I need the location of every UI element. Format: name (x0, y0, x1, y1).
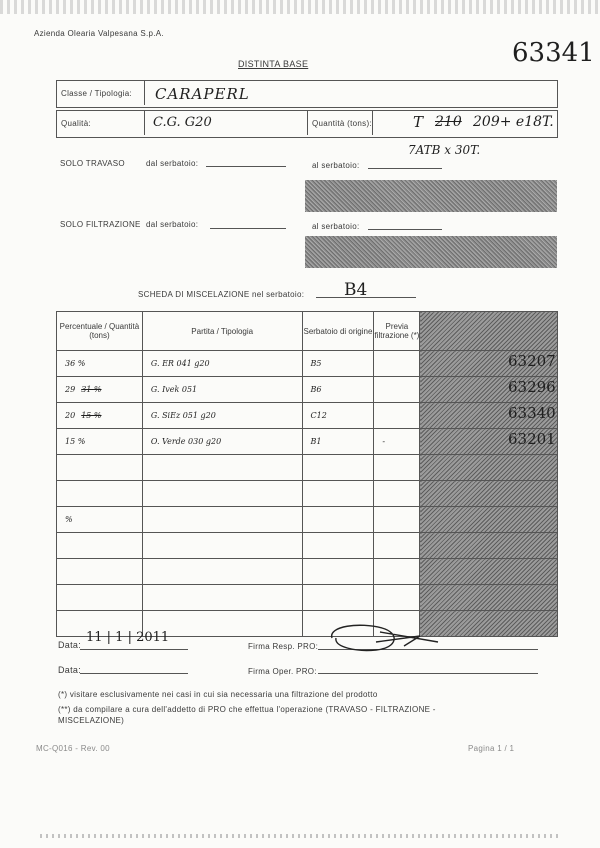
note-2: (**) da compilare a cura dell'addetto di PRO che effettua l'operazione (TRAVASO - FILTRAZIONE - MISCELAZIONE) (58, 705, 436, 725)
cell-shaded (420, 481, 558, 507)
header-qty: Percentuale / Quantità (tons) (57, 312, 143, 351)
cell-filtrazione (374, 559, 420, 585)
qty-value: 36 % (65, 359, 86, 368)
table-row (57, 455, 558, 481)
scan-noise-bottom (40, 834, 560, 838)
cell-partita: G. SiEz 051 g20 (142, 403, 302, 429)
header-partita: Partita / Tipologia (142, 312, 302, 351)
qualita-label: Qualità: (61, 119, 91, 128)
classe-label-cell (57, 81, 145, 105)
qty-value: 15 % (65, 437, 86, 446)
cell-qty (57, 377, 143, 403)
cell-serbatoio (302, 533, 374, 559)
data-label-1: Data: (58, 640, 82, 650)
cell-partita (142, 533, 302, 559)
cell-filtrazione (374, 351, 420, 377)
scan-noise-top (0, 0, 600, 14)
table-row (57, 377, 558, 403)
table-row (57, 351, 558, 377)
classe-label: Classe / Tipologia: (61, 89, 133, 98)
qualita-label-cell (57, 111, 145, 135)
cell-filtrazione (374, 481, 420, 507)
signature-mark (320, 620, 440, 656)
cell-filtrazione (374, 403, 420, 429)
cell-serbatoio (302, 585, 374, 611)
table-row (57, 585, 558, 611)
table-row (57, 429, 558, 455)
solo-filtrazione-label: SOLO FILTRAZIONE (60, 220, 141, 229)
cell-qty (57, 585, 143, 611)
quantita-prefix: T (413, 113, 424, 131)
table-row (57, 481, 558, 507)
classe-value: CARAPERL (155, 85, 250, 103)
quantita-label-cell (307, 111, 373, 135)
cell-serbatoio (302, 481, 374, 507)
cell-serbatoio: C12 (302, 403, 374, 429)
filtrazione-from-line[interactable] (210, 228, 286, 229)
side-code: 63296 (508, 378, 556, 396)
cell-qty (57, 481, 143, 507)
firma-oper-label: Firma Oper. PRO: (248, 667, 317, 676)
cell-partita (142, 481, 302, 507)
doc-title: DISTINTA BASE (238, 59, 309, 69)
cell-serbatoio: B5 (302, 351, 374, 377)
cell-partita (142, 455, 302, 481)
note-1: (*) visitare esclusivamente nei casi in cui sia necessaria una filtrazione del prodotto (58, 690, 378, 699)
filtrazione-from-label: dal serbatoio: (146, 220, 199, 229)
table-header-row (57, 312, 558, 351)
quantita-label: Quantità (tons): (312, 119, 372, 128)
header-filtrazione: Previa filtrazione (*) (374, 312, 420, 351)
header-shaded (420, 312, 558, 351)
table-row (57, 403, 558, 429)
data-value-1: 11 | 1 | 2011 (86, 630, 170, 645)
cell-serbatoio (302, 507, 374, 533)
cell-serbatoio (302, 559, 374, 585)
qualita-row (56, 110, 558, 138)
cell-filtrazione (374, 455, 420, 481)
page-number: Pagina 1 / 1 (468, 744, 515, 753)
form-code: MC-Q016 - Rev. 00 (36, 744, 110, 753)
quantita-struck: 210 (435, 114, 462, 130)
scheda-serbatoio: B4 (344, 280, 368, 300)
cell-shaded (420, 559, 558, 585)
filtrazione-to-line[interactable] (368, 229, 442, 230)
cell-partita: O. Verde 030 g20 (142, 429, 302, 455)
data-line-1[interactable] (80, 649, 188, 650)
cell-shaded (420, 507, 558, 533)
table-row (57, 507, 558, 533)
cell-qty (57, 455, 143, 481)
classe-row (56, 80, 558, 108)
qualita-value: C.G. G20 (153, 115, 212, 130)
travaso-shaded-box (305, 180, 557, 212)
cell-serbatoio (302, 455, 374, 481)
cell-filtrazione (374, 533, 420, 559)
quantita-value: 209+ e18T. (473, 114, 554, 130)
side-code: 63201 (508, 430, 556, 448)
cell-qty (57, 429, 143, 455)
travaso-from-line[interactable] (206, 166, 286, 167)
cell-qty (57, 507, 143, 533)
cell-serbatoio: B6 (302, 377, 374, 403)
qty-value: 29 (65, 385, 76, 394)
table-row (57, 533, 558, 559)
qty-struck-value: 15 % (81, 411, 102, 420)
doc-number: 63341 (512, 38, 595, 68)
travaso-to-line[interactable] (368, 168, 442, 169)
cell-shaded (420, 611, 558, 637)
side-code: 63340 (508, 404, 556, 422)
cell-partita (142, 507, 302, 533)
table-row (57, 559, 558, 585)
cell-serbatoio: B1 (302, 429, 374, 455)
cell-qty (57, 351, 143, 377)
filtrazione-shaded-box (305, 236, 557, 268)
side-code: 63207 (508, 352, 556, 370)
mixing-table (56, 311, 558, 637)
data-line-2[interactable] (80, 673, 188, 674)
data-label-2: Data: (58, 665, 82, 675)
travaso-to-label: al serbatoio: (312, 161, 360, 170)
solo-travaso-label: SOLO TRAVASO (60, 159, 125, 168)
filtrazione-to-label: al serbatoio: (312, 222, 360, 231)
cell-filtrazione (374, 377, 420, 403)
cell-filtrazione (374, 507, 420, 533)
qty-value: 20 (65, 411, 76, 420)
cell-partita (142, 559, 302, 585)
cell-qty (57, 533, 143, 559)
cell-partita: G. Ivek 051 (142, 377, 302, 403)
cell-shaded (420, 585, 558, 611)
cell-partita (142, 585, 302, 611)
company-name: Azienda Olearia Valpesana S.p.A. (34, 29, 164, 38)
header-serbatoio: Serbatoio di origine (302, 312, 374, 351)
cell-filtrazione (374, 585, 420, 611)
firma-oper-line[interactable] (318, 673, 538, 674)
cell-qty (57, 559, 143, 585)
cell-shaded (420, 533, 558, 559)
cell-filtrazione: - (374, 429, 420, 455)
cell-shaded (420, 455, 558, 481)
qty-struck-value: 31 % (81, 385, 102, 394)
firma-resp-label: Firma Resp. PRO: (248, 642, 319, 651)
cell-partita: G. ER 041 g20 (142, 351, 302, 377)
quantita-note: 7ATB x 30T. (408, 143, 481, 157)
scheda-label: SCHEDA DI MISCELAZIONE nel serbatoio: (138, 290, 305, 299)
travaso-from-label: dal serbatoio: (146, 159, 199, 168)
cell-qty (57, 403, 143, 429)
qty-value: % (65, 515, 73, 524)
